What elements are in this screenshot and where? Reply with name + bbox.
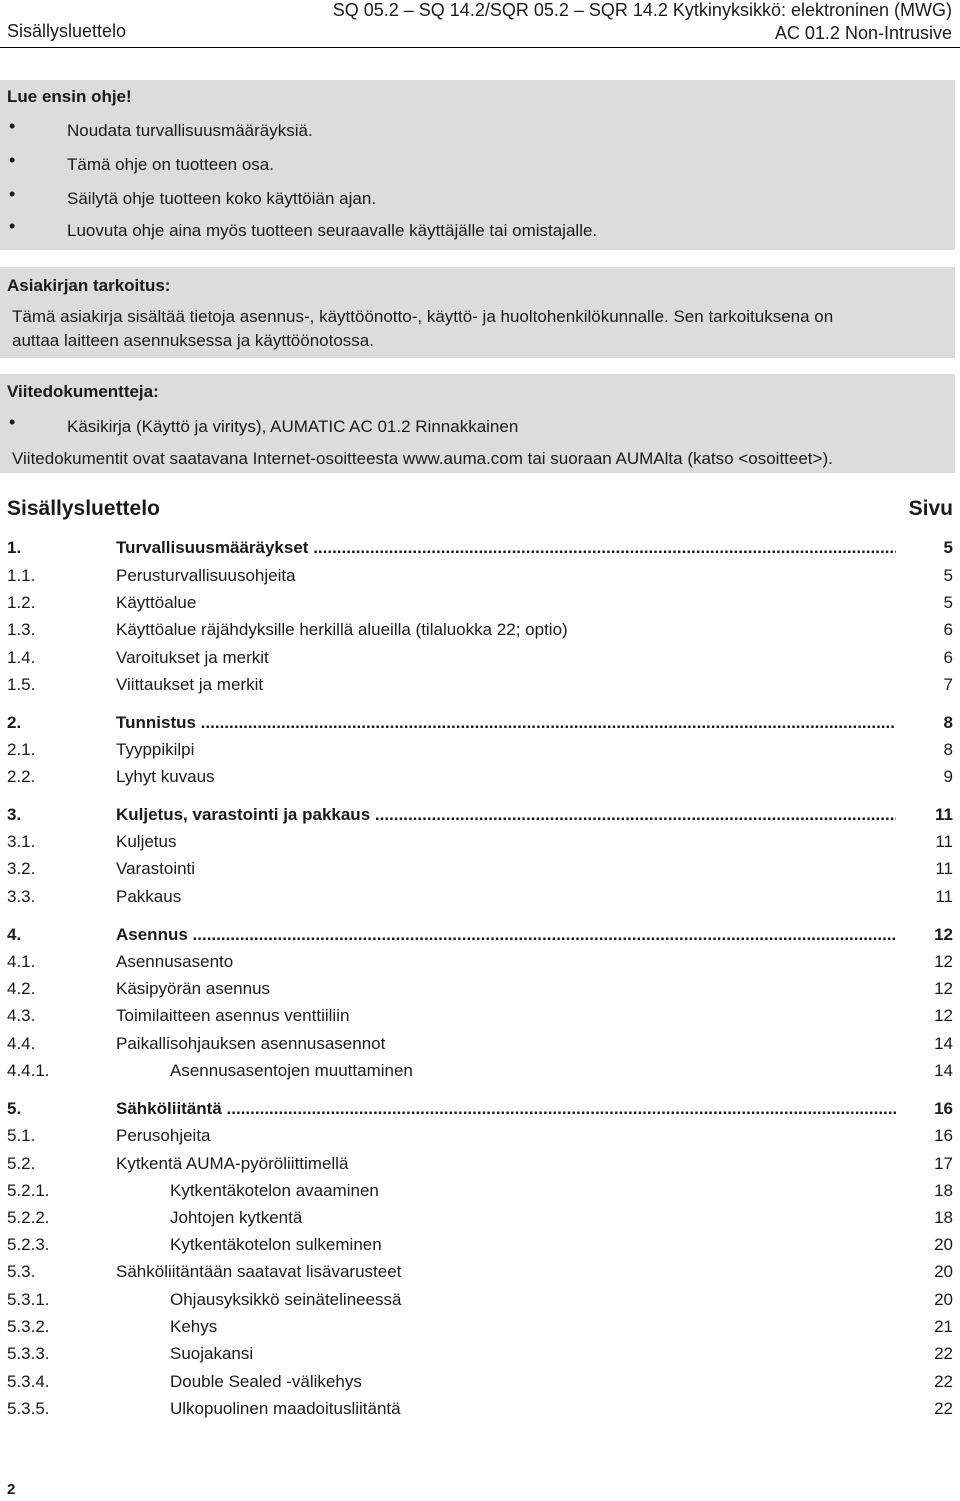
toc-entry-number: 3. bbox=[7, 805, 22, 824]
toc-entry-title: Asennusasentojen muuttaminen bbox=[170, 1061, 413, 1080]
toc-entry-number: 5.1. bbox=[7, 1126, 36, 1145]
toc-entry-title: Paikallisohjauksen asennusasennot bbox=[116, 1034, 386, 1053]
toc-entry-title: Double Sealed -välikehys bbox=[170, 1372, 362, 1391]
toc-entry[interactable] bbox=[0, 740, 960, 767]
references-note: Viitedokumentit ovat saatavana Internet-osoitteesta www.auma.com tai suoraan AUMAlta (katso <osoitteet>). bbox=[12, 449, 833, 468]
toc-entry-page: 22 bbox=[934, 1399, 953, 1418]
toc-entry-page: 11 bbox=[935, 887, 953, 906]
toc-entry[interactable] bbox=[0, 1126, 960, 1153]
toc-entry[interactable] bbox=[0, 1399, 960, 1426]
toc-entry-number: 3.2. bbox=[7, 859, 36, 878]
toc-entry-title: Käyttöalue bbox=[116, 593, 197, 612]
toc-entry-page: 20 bbox=[934, 1290, 953, 1309]
toc-heading: Sisällysluettelo bbox=[7, 497, 160, 520]
toc-entry-number: 5.2. bbox=[7, 1154, 36, 1173]
toc-entry-number: 3.3. bbox=[7, 887, 36, 906]
toc-entry-title: Kuljetus, varastointi ja pakkaus ..... bbox=[116, 805, 896, 825]
toc-entry-title: Ulkopuolinen maadoitusliitäntä bbox=[170, 1399, 401, 1418]
toc-entry[interactable] bbox=[0, 1372, 960, 1399]
toc-entry-page: 16 bbox=[934, 1099, 953, 1118]
bullet-icon: • bbox=[9, 116, 16, 136]
toc-entry[interactable] bbox=[0, 1154, 960, 1181]
toc-entry[interactable] bbox=[0, 1208, 960, 1235]
toc-entry-title: Turvallisuusmääräykset ..... bbox=[116, 538, 896, 558]
bullet-icon: • bbox=[9, 184, 16, 204]
toc-entry-number: 1.5. bbox=[7, 675, 36, 694]
toc-entry-title: Asennus ..... bbox=[116, 925, 896, 945]
toc-entry[interactable] bbox=[0, 979, 960, 1006]
toc-entry[interactable] bbox=[0, 1034, 960, 1061]
toc-entry-page: 11 bbox=[935, 805, 953, 824]
toc-entry-page: 9 bbox=[943, 767, 953, 786]
toc-entry[interactable] bbox=[0, 1006, 960, 1033]
toc-entry-number: 2. bbox=[7, 713, 22, 732]
toc-entry-page: 12 bbox=[934, 952, 953, 971]
toc-entry-title: Kytkentäkotelon avaaminen bbox=[170, 1181, 379, 1200]
read-first-item: Noudata turvallisuusmääräyksiä. bbox=[67, 121, 313, 140]
toc-entry-title: Johtojen kytkentä bbox=[170, 1208, 303, 1227]
toc-entry-page: 17 bbox=[934, 1154, 953, 1173]
toc-entry-page: 6 bbox=[943, 648, 953, 667]
header-product-line1: SQ 05.2 – SQ 14.2/SQR 05.2 – SQR 14.2 Kytkinyksikkö: elektroninen (MWG) bbox=[332, 0, 952, 20]
toc-entry-page: 12 bbox=[934, 925, 953, 944]
toc-entry-page: 14 bbox=[934, 1034, 953, 1053]
read-first-title: Lue ensin ohje! bbox=[7, 87, 132, 106]
toc-entry-number: 5. bbox=[7, 1099, 22, 1118]
purpose-title: Asiakirjan tarkoitus: bbox=[7, 276, 171, 295]
toc-entry-number: 5.3.2. bbox=[7, 1317, 50, 1336]
toc-entry-number: 1.3. bbox=[7, 620, 36, 639]
page-header bbox=[0, 0, 960, 48]
toc-entry-number: 4.1. bbox=[7, 952, 36, 971]
read-first-item: Luovuta ohje aina myös tuotteen seuraavalle käyttäjälle tai omistajalle. bbox=[67, 221, 598, 240]
toc-entry[interactable] bbox=[0, 1235, 960, 1262]
toc-entry-number: 1.2. bbox=[7, 593, 36, 612]
toc-entry-number: 4. bbox=[7, 925, 22, 944]
toc-entry[interactable] bbox=[0, 538, 960, 565]
header-section-title: Sisällysluettelo bbox=[7, 21, 127, 41]
toc-entry-number: 4.2. bbox=[7, 979, 36, 998]
toc-entry-title: Ohjausyksikkö seinätelineessä bbox=[170, 1290, 402, 1309]
toc-entry-number: 4.4.1. bbox=[7, 1061, 50, 1080]
toc-entry[interactable] bbox=[0, 1061, 960, 1088]
toc-entry-page: 14 bbox=[934, 1061, 953, 1080]
toc-entry-title: Suojakansi bbox=[170, 1344, 254, 1363]
toc-entry-page: 8 bbox=[943, 713, 953, 732]
toc-entry-page: 12 bbox=[934, 1006, 953, 1025]
toc-entry-title: Sähköliitäntä ..... bbox=[116, 1099, 896, 1119]
toc-entry-title: Toimilaitteen asennus venttiiliin bbox=[116, 1006, 350, 1025]
toc-entry-title: Perusturvallisuusohjeita bbox=[116, 566, 296, 585]
toc-entry-title: Kuljetus bbox=[116, 832, 177, 851]
toc-entry-title: Pakkaus bbox=[116, 887, 182, 906]
toc-entry[interactable] bbox=[0, 832, 960, 859]
purpose-text-line1: Tämä asiakirja sisältää tietoja asennus-, käyttöönotto-, käyttö- ja huoltohenkilökunnalle. Sen tarkoituksena on bbox=[12, 307, 834, 326]
toc-entry-title: Kehys bbox=[170, 1317, 218, 1336]
toc-entry[interactable] bbox=[0, 713, 960, 740]
toc-entry-number: 5.3.4. bbox=[7, 1372, 50, 1391]
bullet-icon: • bbox=[9, 216, 16, 236]
toc-entry-page: 20 bbox=[934, 1235, 953, 1254]
toc-entry-number: 5.3.5. bbox=[7, 1399, 50, 1418]
toc-entry-page: 5 bbox=[943, 538, 953, 557]
toc-entry[interactable] bbox=[0, 767, 960, 794]
toc-entry-number: 5.3.3. bbox=[7, 1344, 50, 1363]
toc-entry[interactable] bbox=[0, 620, 960, 647]
toc-entry-title: Tunnistus ..... bbox=[116, 713, 896, 733]
toc-entry-number: 5.3.1. bbox=[7, 1290, 50, 1309]
toc-page-heading: Sivu bbox=[908, 497, 953, 520]
bullet-icon: • bbox=[9, 150, 16, 170]
toc-entry-number: 1.1. bbox=[7, 566, 36, 585]
toc-entry-number: 1. bbox=[7, 538, 22, 557]
toc-entry-title: Sähköliitäntään saatavat lisävarusteet bbox=[116, 1262, 402, 1281]
toc-entry[interactable] bbox=[0, 1290, 960, 1317]
toc-entry-title: Perusohjeita bbox=[116, 1126, 211, 1145]
toc-entry[interactable] bbox=[0, 593, 960, 620]
toc-entry-page: 22 bbox=[934, 1372, 953, 1391]
toc-entry[interactable] bbox=[0, 648, 960, 675]
toc-entry-title: Käsipyörän asennus bbox=[116, 979, 271, 998]
toc-entry-number: 2.2. bbox=[7, 767, 36, 786]
toc-entry[interactable] bbox=[0, 1181, 960, 1208]
toc-entry-page: 18 bbox=[934, 1181, 953, 1200]
header-product-title bbox=[333, 0, 952, 45]
toc-entry-page: 5 bbox=[943, 593, 953, 612]
toc-entry[interactable] bbox=[0, 1099, 960, 1126]
toc-entry[interactable] bbox=[0, 925, 960, 952]
toc-entry-number: 4.3. bbox=[7, 1006, 36, 1025]
toc-entry[interactable] bbox=[0, 566, 960, 593]
toc-entry-number: 5.2.2. bbox=[7, 1208, 50, 1227]
toc-entry-page: 16 bbox=[934, 1126, 953, 1145]
toc-entry-number: 5.2.1. bbox=[7, 1181, 50, 1200]
toc-entry[interactable] bbox=[0, 675, 960, 702]
read-first-item: Tämä ohje on tuotteen osa. bbox=[67, 155, 274, 174]
toc-entry-page: 6 bbox=[943, 620, 953, 639]
toc-entry-title: Tyyppikilpi bbox=[116, 740, 195, 759]
purpose-text-line2: auttaa laitteen asennuksessa ja käyttöönotossa. bbox=[12, 331, 374, 350]
toc-entry[interactable] bbox=[0, 859, 960, 886]
toc-entry-page: 5 bbox=[943, 566, 953, 585]
toc-entry[interactable] bbox=[0, 887, 960, 914]
toc-entry[interactable] bbox=[0, 805, 960, 832]
toc-entry-number: 1.4. bbox=[7, 648, 36, 667]
page-number: 2 bbox=[7, 1481, 16, 1498]
toc-entry-page: 7 bbox=[943, 675, 953, 694]
toc-entry-page: 21 bbox=[934, 1317, 953, 1336]
toc-entry-page: 20 bbox=[934, 1262, 953, 1281]
toc-entry-number: 2.1. bbox=[7, 740, 36, 759]
read-first-item: Säilytä ohje tuotteen koko käyttöiän ajan. bbox=[67, 189, 377, 208]
toc-entry-title: Viittaukset ja merkit bbox=[116, 675, 264, 694]
toc-entry-title: Varoitukset ja merkit bbox=[116, 648, 269, 667]
toc-entry-number: 4.4. bbox=[7, 1034, 36, 1053]
toc-entry-number: 5.3. bbox=[7, 1262, 36, 1281]
toc-entry-title: Asennusasento bbox=[116, 952, 234, 971]
toc-entry[interactable] bbox=[0, 1344, 960, 1371]
toc-entry-title: Varastointi bbox=[116, 859, 196, 878]
references-title: Viitedokumentteja: bbox=[7, 382, 159, 401]
toc-entry-number: 3.1. bbox=[7, 832, 36, 851]
toc-entry-page: 12 bbox=[934, 979, 953, 998]
toc-entry[interactable] bbox=[0, 1317, 960, 1344]
toc-entry-page: 18 bbox=[934, 1208, 953, 1227]
toc-entry-page: 11 bbox=[935, 832, 953, 851]
toc-entry-title: Lyhyt kuvaus bbox=[116, 767, 215, 786]
toc-entry[interactable] bbox=[0, 952, 960, 979]
toc-entry-number: 5.2.3. bbox=[7, 1235, 50, 1254]
toc-entry-title: Kytkentä AUMA-pyöröliittimellä bbox=[116, 1154, 349, 1173]
reference-item: Käsikirja (Käyttö ja viritys), AUMATIC AC 01.2 Rinnakkainen bbox=[67, 417, 519, 436]
toc-entry-page: 11 bbox=[935, 859, 953, 878]
header-product-line2: AC 01.2 Non-Intrusive bbox=[774, 23, 952, 43]
toc-entry-page: 8 bbox=[943, 740, 953, 759]
toc-entry[interactable] bbox=[0, 1262, 960, 1289]
toc-entry-page: 22 bbox=[934, 1344, 953, 1363]
header-divider bbox=[0, 47, 960, 48]
toc-entry-title: Käyttöalue räjähdyksille herkillä alueilla (tilaluokka 22; optio) bbox=[116, 620, 568, 639]
toc-entry-title: Kytkentäkotelon sulkeminen bbox=[170, 1235, 382, 1254]
bullet-icon: • bbox=[9, 412, 16, 432]
